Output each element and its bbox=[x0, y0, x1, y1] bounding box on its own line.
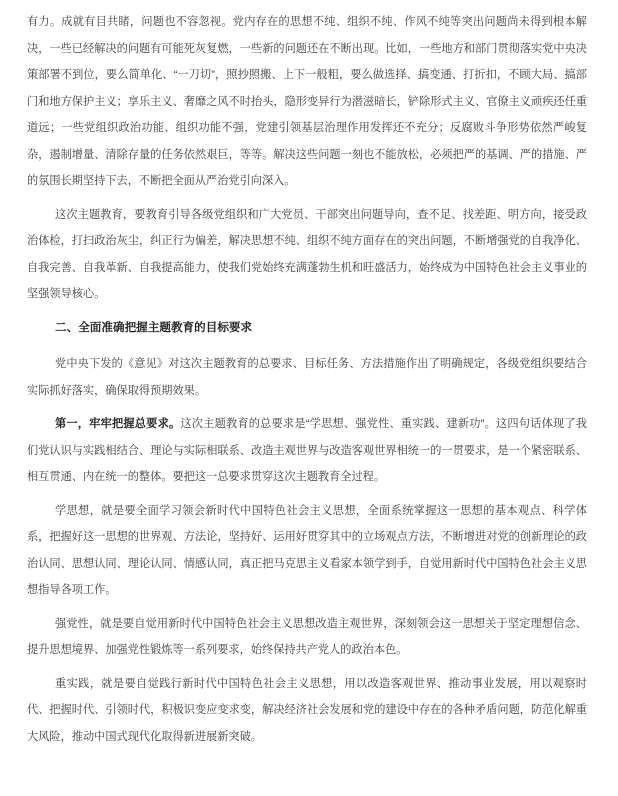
paragraph-strengthen-party-spirit: 强党性，就是要自觉用新时代中国特色社会主义思想改造主观世界，深刻领会这一思想关于坚定理想信念、提升思想境界、加强党性锻炼等一系列要求，始终保持共产党人的政治本色。 bbox=[27, 617, 587, 656]
point-one-body-text: 这次主题教育的总要求是“学思想、强党性、重实践、建新功”。这四句话体现了我们党认识与实践相结合、理论与实际相联系、改造主观世界与改造客观世界相统一的一贯要求，是一个紧密联系、相互贯通、内在统一的整体。要把这一总要求贯穿这次主题教育全过程。 bbox=[27, 418, 587, 483]
paragraph-learn-thought: 学思想，就是要全面学习领会新时代中国特色社会主义思想，全面系统掌握这一思想的基本观点、科学体系，把握好这一思想的世界观、方法论，坚持好、运用好贯穿其中的立场观点方法，不断增进对党的创新理论的政治认同、思想认同、理论认同、情感认同，真正把马克思主义看家本领学到手，自觉用新时代中国特色社会主义思想指导各项工作。 bbox=[27, 504, 587, 596]
paragraph-central-committee-opinion: 党中央下发的《意见》对这次主题教育的总要求、目标任务、方法措施作出了明确规定，各级党组织要结合实际抓好落实，确保取得预期效果。 bbox=[27, 358, 587, 397]
section-heading: 二、全面准确把握主题教育的目标要求 bbox=[55, 320, 253, 334]
paragraph-emphasize-practice: 重实践，就是要自觉践行新时代中国特色社会主义思想，用以改造客观世界、推动事业发展，用以观察时代、把握时代、引领时代，积极识变应变求变，解决经济社会发展和党的建设中存在的各种矛盾问题，防范化解重大风险，推动中国式现代化取得新进展新突破。 bbox=[27, 677, 587, 743]
paragraph-theme-education-aim: 这次主题教育，要教育引导各级党组织和广大党员、干部突出问题导向，查不足、找差距、明方向，接受政治体检，打扫政治灰尘，纠正行为偏差，解决思想不纯、组织不纯方面存在的突出问题，不断增强党的自我净化、自我完善、自我革新、自我提高能力，使我们党始终充满蓬勃生机和旺盛活力，始终成为中国特色社会主义事业的坚强领导核心。 bbox=[27, 208, 587, 300]
paragraph-continuation: 有力。成就有目共睹，问题也不容忽视。党内存在的思想不纯、组织不纯、作风不纯等突出问题尚未得到根本解决，一些已经解决的问题有可能死灰复燃，一些新的问题还在不断出现。比如，一些地方和部门贯彻落实党中央决策部署不到位，要么简单化、“一刀切”，照抄照搬、上下一般粗，要么做选择、搞变通、打折扣，不顾大局、搞部门和地方保护主义；享乐主义、奢靡之风不时抬头，隐形变异行为潜滋暗长，铲除形式主义、官僚主义顽疾还任重道远；一些党组织政治功能、组织功能不强，党建引领基层治理作用发挥还不充分；反腐败斗争形势依然严峻复杂，遏制增量、清除存量的任务依然艰巨，等等。解决这些问题一刻也不能放松，必须把严的基调、严的措施、严的氛围长期坚持下去，不断把全面从严治党引向深入。 bbox=[27, 16, 587, 187]
point-one-bold-lead: 第一，牢牢把握总要求。 bbox=[55, 418, 181, 430]
paragraph-point-one bbox=[27, 411, 587, 491]
